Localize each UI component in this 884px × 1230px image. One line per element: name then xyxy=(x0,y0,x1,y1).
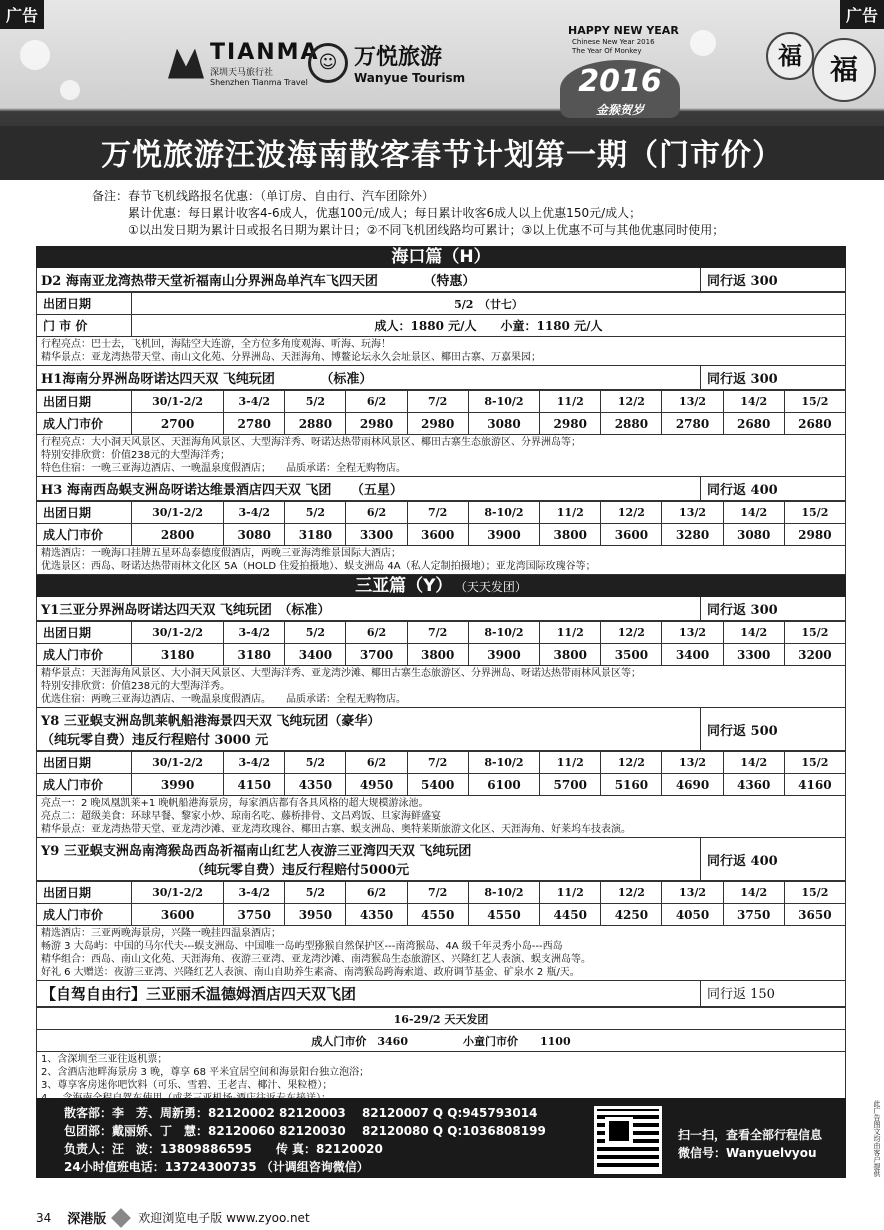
date-cell: 13/2 xyxy=(662,622,723,644)
info-line: 特别安排欣赏：价值238元的大型海洋秀； xyxy=(41,450,231,461)
price-cell: 3900 xyxy=(468,524,539,546)
trip-header-h1 xyxy=(36,366,846,390)
date-cell: 5/2 （廿七） xyxy=(132,293,846,315)
price-cell: 2980 xyxy=(784,524,845,546)
price-cell: 3750 xyxy=(224,904,285,926)
date-cell: 3-4/2 xyxy=(224,391,285,413)
info-line: 精选酒店：三亚两晚海景房，兴隆一晚挂四温泉酒店； xyxy=(41,928,281,939)
price-label: 成人门市价 xyxy=(37,524,132,546)
info-line: 畅游 3 大岛屿：中国的马尔代夫---蜈支洲岛、中国唯一岛屿型猕猴自然保护区---南湾猴岛、4A 级千年灵秀小岛---西岛 xyxy=(41,941,563,952)
trip-rebate: 同行返 150 xyxy=(700,981,845,1006)
date-cell: 6/2 xyxy=(346,882,407,904)
smile-icon: ☺ xyxy=(308,43,348,83)
trip-name: Y1三亚分界洲岛呀诺达四天双 飞纯玩团 （标准） xyxy=(41,603,331,618)
date-cell: 12/2 xyxy=(601,882,662,904)
info-line: 精华景点：亚龙湾热带天堂、南山文化苑、分界洲岛、天涯海角、博鳌论坛永久会址景区、椰田古寨、万嘉果园； xyxy=(41,352,541,363)
hny-sub2: The Year Of Monkey xyxy=(572,47,642,55)
info-line: 亮点二：超级美食：环球早餐、黎家小炒、琼南名吃、藤桥排骨、文昌鸡饭、旦家海鲜盛宴 xyxy=(41,811,441,822)
date-cell: 11/2 xyxy=(540,391,601,413)
price-cell: 3280 xyxy=(662,524,723,546)
year-number: 2016 xyxy=(578,64,662,99)
trip-info-d2 xyxy=(36,337,846,366)
wanyue-logo xyxy=(308,40,465,85)
date-cell: 13/2 xyxy=(662,882,723,904)
price-cell: 3080 xyxy=(468,413,539,435)
price-cell: 2800 xyxy=(132,524,224,546)
year-badge xyxy=(560,60,680,118)
diamond-icon xyxy=(111,1208,131,1228)
trip-rebate: 同行返 300 xyxy=(700,597,845,620)
date-cell: 6/2 xyxy=(346,622,407,644)
price-cell: 2680 xyxy=(784,413,845,435)
price-cell: 2880 xyxy=(285,413,346,435)
fu-charm-small: 福 xyxy=(766,32,814,80)
price-cell: 2980 xyxy=(540,413,601,435)
date-cell: 8-10/2 xyxy=(468,622,539,644)
trip-name: 【自驾自由行】三亚丽禾温德姆酒店四天双飞团 xyxy=(41,985,357,1003)
price-cell: 3500 xyxy=(601,644,662,666)
date-cell: 14/2 xyxy=(723,752,784,774)
price-cell: 4950 xyxy=(346,774,407,796)
date-cell: 14/2 xyxy=(723,882,784,904)
price-cell: 3600 xyxy=(601,524,662,546)
date-cell: 6/2 xyxy=(346,391,407,413)
price-cell: 3080 xyxy=(723,524,784,546)
price-cell: 3400 xyxy=(662,644,723,666)
price-cell: 2700 xyxy=(132,413,224,435)
price-cell: 3080 xyxy=(224,524,285,546)
date-cell: 8-10/2 xyxy=(468,502,539,524)
price-cell: 6100 xyxy=(468,774,539,796)
hny-sub1: Chinese New Year 2016 xyxy=(572,38,655,46)
price-cell: 3180 xyxy=(285,524,346,546)
wanyue-en: Wanyue Tourism xyxy=(354,71,466,85)
price-cell: 4550 xyxy=(468,904,539,926)
date-cell: 14/2 xyxy=(723,502,784,524)
info-line: 优选住宿：两晚三亚海边酒店、一晚温泉度假酒店。 品质承诺：全程无购物店。 xyxy=(41,694,406,705)
wechat-id: 微信号：Wanyuelvyou xyxy=(678,1146,817,1160)
date-cell: 7/2 xyxy=(407,882,468,904)
price-cell: 3200 xyxy=(784,644,845,666)
date-cell: 5/2 xyxy=(285,622,346,644)
blossom-decoration xyxy=(60,80,80,100)
trip-name: D2 海南亚龙湾热带天堂祈福南山分界洲岛单汽车飞四天团 （特惠） xyxy=(41,274,476,289)
date-cell: 12/2 xyxy=(601,391,662,413)
trip-rebate: 同行返 500 xyxy=(700,708,845,750)
note-line: 累计优惠：每日累计收客4-6成人，优惠100元/成人；每日累计收客6成人以上优惠150元/成人； xyxy=(92,206,642,220)
price-cell: 3400 xyxy=(285,644,346,666)
contact-list xyxy=(64,1104,546,1176)
note-line: ①以出发日期为累计日或报名日期为累计日；②不同飞机团线路均可累计；③以上优惠不可与其他优惠同时使用； xyxy=(92,223,725,237)
scan-text: 扫一扫，查看全部行程信息 xyxy=(678,1128,823,1142)
date-cell: 11/2 xyxy=(540,502,601,524)
dates-label: 出团日期 xyxy=(37,391,132,413)
price-label: 成人门市价 xyxy=(37,644,132,666)
dates-label: 出团日期 xyxy=(37,293,132,315)
price-table-y8 xyxy=(36,751,846,796)
date-cell: 5/2 xyxy=(285,391,346,413)
date-cell: 12/2 xyxy=(601,752,662,774)
trip-name: Y9 三亚蜈支洲岛南湾猴岛西岛祈福南山红艺人夜游三亚湾四天双 飞纯玩团 （纯玩零自费）违反行程赔付5000元 xyxy=(41,844,472,878)
date-cell: 14/2 xyxy=(723,622,784,644)
price-cell: 3800 xyxy=(407,644,468,666)
trip-info-y9 xyxy=(36,926,846,981)
website-link[interactable]: 欢迎浏览电子版 www.zyoo.net xyxy=(138,1211,310,1225)
mountain-icon xyxy=(168,49,204,79)
date-cell: 15/2 xyxy=(784,391,845,413)
price-label: 成人门市价 xyxy=(37,904,132,926)
ad-tag-left: 广告 xyxy=(0,0,44,29)
trip-name: H3 海南西岛蜈支洲岛呀诺达维景酒店四天双 飞团 （五星） xyxy=(41,483,403,498)
price-cell: 2780 xyxy=(224,413,285,435)
price-cell: 2980 xyxy=(346,413,407,435)
info-line: 3、尊享客房迷你吧饮料（可乐、雪碧、王老吉、椰汁、果粒橙）； xyxy=(41,1080,333,1091)
blossom-decoration xyxy=(690,30,716,56)
date-cell: 14/2 xyxy=(723,391,784,413)
date-cell: 3-4/2 xyxy=(224,502,285,524)
info-line: 优选景区：西岛、呀诺达热带雨林文化区 5A（HOLD 住爱拍摄地）、蜈支洲岛 4A（私人定制拍摄地）；亚龙湾国际玫瑰谷等； xyxy=(41,561,596,572)
dates-label: 出团日期 xyxy=(37,882,132,904)
dates-label: 出团日期 xyxy=(37,502,132,524)
date-cell: 15/2 xyxy=(784,502,845,524)
date-cell: 13/2 xyxy=(662,502,723,524)
price-cell: 4450 xyxy=(540,904,601,926)
trip-rebate: 同行返 300 xyxy=(700,366,845,389)
blossom-decoration xyxy=(20,40,50,70)
tianma-logo xyxy=(168,40,320,87)
page-number: 34 xyxy=(36,1210,52,1225)
info-line: 好礼 6 大赠送：夜游三亚湾、兴隆红艺人表演、南山自助养生素斋、南湾猴岛跨海索道、政府调节基金、矿泉水 2 瓶/天。 xyxy=(41,967,580,978)
notes-block xyxy=(92,188,724,239)
price-cell: 3180 xyxy=(224,644,285,666)
date-cell: 7/2 xyxy=(407,752,468,774)
date-cell: 11/2 xyxy=(540,882,601,904)
info-line: 特色住宿：一晚三亚海边酒店、一晚温泉度假酒店； 品质承诺：全程无购物店。 xyxy=(41,463,406,474)
price-cell: 3800 xyxy=(540,644,601,666)
date-cell: 7/2 xyxy=(407,622,468,644)
trip-header-h3 xyxy=(36,477,846,501)
date-cell: 30/1-2/2 xyxy=(132,502,224,524)
price-cell: 4160 xyxy=(784,774,845,796)
date-cell: 12/2 xyxy=(601,502,662,524)
price-cell: 4050 xyxy=(662,904,723,926)
price-cell: 3650 xyxy=(784,904,845,926)
contact-line: 包团部：戴丽娇、丁 慧：82120060 82120030 82120080 Q Q:1036808199 xyxy=(64,1124,546,1138)
trip-rebate: 同行返 400 xyxy=(700,477,845,500)
tianma-name: TIANMA xyxy=(210,40,320,65)
price-label: 成人门市价 xyxy=(37,413,132,435)
price-cell: 3990 xyxy=(132,774,224,796)
date-cell: 7/2 xyxy=(407,502,468,524)
trip-name: H1海南分界洲岛呀诺达四天双 飞纯玩团 （标准） xyxy=(41,372,373,387)
date-cell: 12/2 xyxy=(601,622,662,644)
date-cell: 3-4/2 xyxy=(224,882,285,904)
date-cell: 3-4/2 xyxy=(224,752,285,774)
info-line: 特别安排欣赏：价值238元的大型海洋秀。 xyxy=(41,681,231,692)
price-table-d2 xyxy=(36,292,846,337)
price-table-y9 xyxy=(36,881,846,926)
date-cell: 15/2 xyxy=(784,752,845,774)
dates-label: 出团日期 xyxy=(37,622,132,644)
price-cell: 4690 xyxy=(662,774,723,796)
date-cell: 13/2 xyxy=(662,391,723,413)
info-line: 行程亮点：巴士去，飞机回，海陆空大连游，全方位多角度观海、听海、玩海！ xyxy=(41,339,391,350)
fu-charm-large: 福 xyxy=(812,38,876,102)
date-cell: 30/1-2/2 xyxy=(132,391,224,413)
date-cell: 11/2 xyxy=(540,752,601,774)
price-cell: 3600 xyxy=(407,524,468,546)
date-cell: 5/2 xyxy=(285,752,346,774)
price-cell: 2780 xyxy=(662,413,723,435)
date-cell: 5/2 xyxy=(285,502,346,524)
price-cell: 3750 xyxy=(723,904,784,926)
price-cell: 3180 xyxy=(132,644,224,666)
price-cell: 3300 xyxy=(346,524,407,546)
price-cell: 3600 xyxy=(132,904,224,926)
info-line: 1、含深圳至三亚往返机票； xyxy=(41,1054,168,1065)
contact-line: 24小时值班电话：13724300735 （计调组咨询微信） xyxy=(64,1160,369,1174)
date-cell: 15/2 xyxy=(784,882,845,904)
price-table-selfdrive xyxy=(36,1007,846,1052)
trip-info-y1 xyxy=(36,666,846,708)
contact-line: 散客部：李 芳、周新勇：82120002 82120003 82120007 Q Q:945793014 xyxy=(64,1106,538,1120)
date-cell: 3-4/2 xyxy=(224,622,285,644)
price-cell: 3700 xyxy=(346,644,407,666)
section-sanya: 三亚篇（Y） （天天发团） xyxy=(36,575,846,597)
date-cell: 7/2 xyxy=(407,391,468,413)
price-cell: 成人：1880 元/人 小童：1180 元/人 xyxy=(132,315,846,337)
ad-tag-right: 广告 xyxy=(840,0,884,29)
price-cell: 5400 xyxy=(407,774,468,796)
date-cell: 30/1-2/2 xyxy=(132,622,224,644)
price-table-y1 xyxy=(36,621,846,666)
date-cell: 6/2 xyxy=(346,502,407,524)
info-line: 亮点一：2 晚凤凰凯莱+1 晚帆船港海景房，每家酒店都有各具风格的超大规模游泳池。 xyxy=(41,798,429,809)
tianma-en: Shenzhen Tianma Travel xyxy=(210,78,308,87)
price-cell: 4360 xyxy=(723,774,784,796)
date-cell: 8-10/2 xyxy=(468,752,539,774)
trip-rebate: 同行返 300 xyxy=(700,268,845,291)
info-line: 行程亮点：大小洞天风景区、天涯海角风景区、大型海洋秀、呀诺达热带雨林风景区、椰田古寨生态旅游区、分界洲岛等； xyxy=(41,437,581,448)
trip-header-y9 xyxy=(36,838,846,881)
date-cell: 15/2 xyxy=(784,622,845,644)
tianma-cn: 深圳天马旅行社 xyxy=(210,68,274,78)
price-cell: 3900 xyxy=(468,644,539,666)
dates-label: 出团日期 xyxy=(37,752,132,774)
date-cell: 11/2 xyxy=(540,622,601,644)
trip-header-d2 xyxy=(36,268,846,292)
edition-label: 深港版 xyxy=(67,1212,107,1227)
contact-footer xyxy=(36,1098,846,1178)
price-label: 门 市 价 xyxy=(37,315,132,337)
trip-info-y8 xyxy=(36,796,846,838)
happy-new-year: HAPPY NEW YEAR xyxy=(568,24,679,37)
price-cell: 2880 xyxy=(601,413,662,435)
page-title: 万悦旅游汪波海南散客春节计划第一期（门市价） xyxy=(101,138,783,173)
info-line: 精华组合：西岛、南山文化苑、天涯海角、夜游三亚湾、亚龙湾沙滩、南湾猴岛生态旅游区、兴隆红艺人表演、蜈支洲岛等。 xyxy=(41,954,591,965)
price-cell: 4250 xyxy=(601,904,662,926)
date-cell: 6/2 xyxy=(346,752,407,774)
price-cell: 4350 xyxy=(346,904,407,926)
price-cell: 5700 xyxy=(540,774,601,796)
date-cell: 30/1-2/2 xyxy=(132,752,224,774)
price-cell: 2980 xyxy=(407,413,468,435)
price-cell: 3950 xyxy=(285,904,346,926)
year-caption: 金猴贺岁 xyxy=(595,103,644,117)
price-cell: 4350 xyxy=(285,774,346,796)
date-cell: 16-29/2 天天发团 xyxy=(37,1008,846,1030)
info-line: 精选酒店：一晚海口挂牌五星环岛泰德度假酒店，两晚三亚海湾维景国际大酒店； xyxy=(41,548,401,559)
trip-header-y8 xyxy=(36,708,846,751)
price-cell: 2680 xyxy=(723,413,784,435)
price-cell: 3300 xyxy=(723,644,784,666)
trip-info-h1 xyxy=(36,435,846,477)
scan-info xyxy=(678,1126,822,1162)
trip-rebate: 同行返 400 xyxy=(700,838,845,880)
date-cell: 8-10/2 xyxy=(468,391,539,413)
price-cell: 成人门市价 3460 小童门市价 1100 xyxy=(37,1030,846,1052)
page-footer xyxy=(36,1208,310,1227)
date-cell: 13/2 xyxy=(662,752,723,774)
price-cell: 4550 xyxy=(407,904,468,926)
contact-line: 负责人：汪 波：13809886595 传 真：82120020 xyxy=(64,1142,383,1156)
info-line: 精华景点：亚龙湾热带天堂、亚龙湾沙滩、亚龙湾玫瑰谷、椰田古寨、蜈支洲岛、奥特莱斯旅游文化区、天涯海角、好莱坞车技表演。 xyxy=(41,824,631,835)
info-line: 2、含酒店池畔海景房 3 晚，尊享 68 平米宜居空间和海景阳台独立泡浴； xyxy=(41,1067,370,1078)
price-cell: 4150 xyxy=(224,774,285,796)
price-table-h1 xyxy=(36,390,846,435)
wanyue-cn: 万悦旅游 xyxy=(354,45,443,70)
section-haikou: 海口篇（H） xyxy=(36,246,846,268)
price-cell: 3800 xyxy=(540,524,601,546)
info-line: 精华景点：天涯海角风景区、大小洞天风景区、大型海洋秀、亚龙湾沙滩、椰田古寨生态旅游区、分界洲岛、呀诺达热带雨林风景区等； xyxy=(41,668,641,679)
trip-header-selfdrive xyxy=(36,981,846,1007)
qr-code-icon[interactable] xyxy=(594,1106,662,1174)
trip-header-y1 xyxy=(36,597,846,621)
trip-info-h3 xyxy=(36,546,846,575)
note-line: 备注：春节飞机线路报名优惠：（单订房、自由行、汽车团除外） xyxy=(92,189,435,203)
trip-name: Y8 三亚蜈支洲岛凯莱帆船港海景四天双 飞纯玩团（豪华） （纯玩零自费）违反行程赔付 3000 元 xyxy=(41,714,381,748)
price-cell: 5160 xyxy=(601,774,662,796)
hny-subtitle xyxy=(572,38,655,56)
date-cell: 30/1-2/2 xyxy=(132,882,224,904)
side-note: 此广告图文均由客户提供 xyxy=(873,1100,881,1177)
price-table-h3 xyxy=(36,501,846,546)
itinerary-content xyxy=(36,246,846,1107)
date-cell: 8-10/2 xyxy=(468,882,539,904)
date-cell: 5/2 xyxy=(285,882,346,904)
header-banner xyxy=(0,0,884,180)
price-label: 成人门市价 xyxy=(37,774,132,796)
